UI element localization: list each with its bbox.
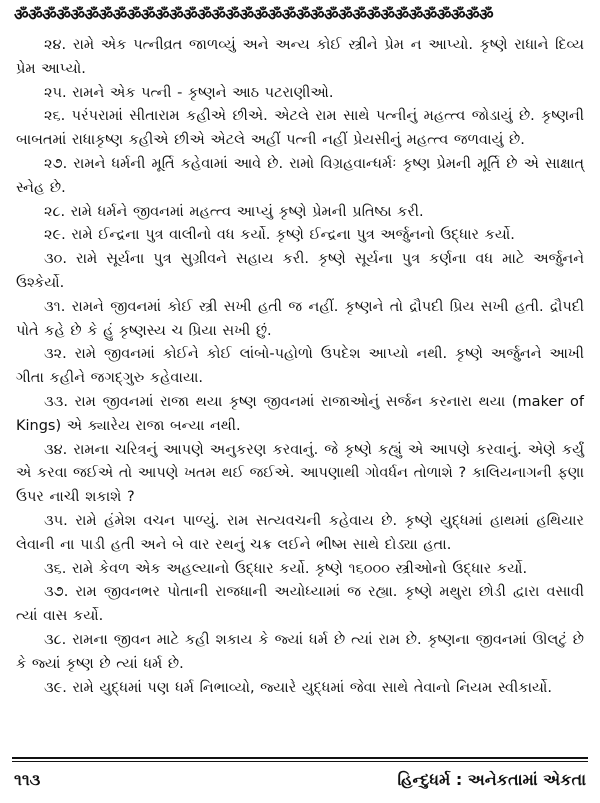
paragraph-33: ૩૩. રામ જીવનમાં રાજા થયા કૃષ્ણ જીવનમાં રાજાઓનું સર્જન કરનારા થયા (maker of Kings) એ ક્યારેય રાજા બન્યા નથી. (16, 393, 584, 434)
footer-rule (12, 757, 588, 759)
page-number: ૧૧૩ (14, 770, 41, 789)
paragraph-25: ૨૫. રામને એક પત્ની - કૃષ્ણને આઠ પટરાણીઓ. (44, 84, 334, 101)
paragraph-29: ૨૯. રામે ઈન્દ્રના પુત્ર વાલીનો વધ કર્યો. કૃષ્ણે ઈન્દ્રના પુત્ર અર્જુનનો ઉદ્ધાર કર્યો. (44, 227, 515, 244)
page-content (16, 34, 584, 700)
paragraph-24: ૨૪. રામે એક પત્નીવ્રત જાળવ્યું અને અન્ય કોઈ સ્ત્રીને પ્રેમ ન આપ્યો. કૃષ્ણે રાધાને દિવ્ય પ્રેમ આપ્યો. (16, 37, 584, 77)
paragraph-34: ૩૪. રામના ચરિત્રનું આપણે અનુકરણ કરવાનું. જે કૃષ્ણે કહ્યું એ આપણે કરવાનું. એણે કર્યું એ કરવા જઈએ તો આપણે ખતમ થઈ જઈએ. આપણાથી ગોવર્ધન તોળાશે ? કાલિયનાગની ફણા ઉપર નાચી શકાશે ? (16, 441, 584, 506)
paragraph-35: ૩૫. રામે હંમેશ વચન પાળ્યું. રામ સત્યવચની કહેવાય છે. કૃષ્ણે યુદ્ધમાં હાથમાં હથિયાર લેવાની ના પાડી હતી અને બે વાર રથનું ચક્ર લઈને ભીષ્મ સાથે દોડ્યા હતા. (16, 512, 584, 553)
paragraph-31: ૩૧. રામને જીવનમાં કોઈ સ્ત્રી સખી હતી જ નહીં. કૃષ્ણને તો દ્રૌપદી પ્રિય સખી હતી. દ્રૌપદી પોતે કહે છે કે હું કૃષ્ણસ્ય ચ પ્રિયા સખી છું. (16, 298, 584, 339)
paragraph-38: ૩૮. રામના જીવન માટે કહી શકાય કે જ્યાં ધર્મ છે ત્યાં રામ છે. કૃષ્ણના જીવનમાં ઊલટું છે કે જ્યાં કૃષ્ણ છે ત્યાં ધર્મ છે. (16, 631, 584, 672)
paragraph-39: ૩૯. રામે યુદ્ધમાં પણ ધર્મ નિભાવ્યો, જ્યારે યુદ્ધમાં જેવા સાથે તેવાનો નિયમ સ્વીકાર્યો. (44, 679, 552, 696)
paragraph-27: ૨૭. રામને ધર્મની મૂર્તિ કહેવામાં આવે છે. રામો વિગ્રહવાન્ધર્મઃ કૃષ્ણ પ્રેમની મૂર્તિ છે એ સાક્ષાત્ સ્નેહ છે. (16, 155, 584, 196)
paragraph-28: ૨૮. રામે ધર્મને જીવનમાં મહત્ત્વ આપ્યું કૃષ્ણે પ્રેમની પ્રતિષ્ઠા કરી. (44, 203, 424, 220)
paragraph-37: ૩૭. રામ જીવનભર પોતાની રાજધાની અયોધ્યામાં જ રહ્યા. કૃષ્ણે મથુરા છોડી દ્વારા વસાવી ત્યાં વાસ કર્યો. (16, 584, 584, 625)
paragraph-30: ૩૦. રામે સૂર્યના પુત્ર સુગ્રીવને સહાય કરી. કૃષ્ણે સૂર્યના પુત્ર કર્ણના વધ માટે અર્જુનને ઉશ્કેર્યો. (16, 251, 584, 291)
paragraph-32: ૩૨. રામે જીવનમાં કોઈને કોઈ લાંબો-પહોળો ઉપદેશ આપ્યો નથી. કૃષ્ણે અર્જુનને આખી ગીતા કહીને જગદ્ગુરુ કહેવાયા. (16, 346, 584, 387)
paragraph-36: ૩૬. રામે કેવળ એક અહલ્યાનો ઉદ્ધાર કર્યો. કૃષ્ણે ૧૬૦૦૦ સ્ત્રીઓનો ઉદ્ધાર કર્યો. (44, 560, 528, 577)
footer-rule-thin (12, 761, 588, 762)
om-border: ॐॐॐॐॐॐॐॐॐॐॐॐॐॐॐॐॐॐॐॐॐॐॐॐॐॐॐॐॐॐॐॐॐॐ (14, 5, 494, 24)
paragraph-26: ૨૬. પરંપરામાં સીતારામ કહીએ છીએ. એટલે રામ સાથે પત્નીનું મહત્ત્વ જોડાયું છે. કૃષ્ણની બાબતમાં રાધાકૃષ્ણ કહીએ છીએ એટલે અહીં પત્ની નહીં પ્રેયસીનું મહત્ત્વ જળવાયું છે. (16, 108, 584, 149)
book-title: હિન્દુધર્મ : અનેકતામાં એકતા (397, 770, 586, 789)
